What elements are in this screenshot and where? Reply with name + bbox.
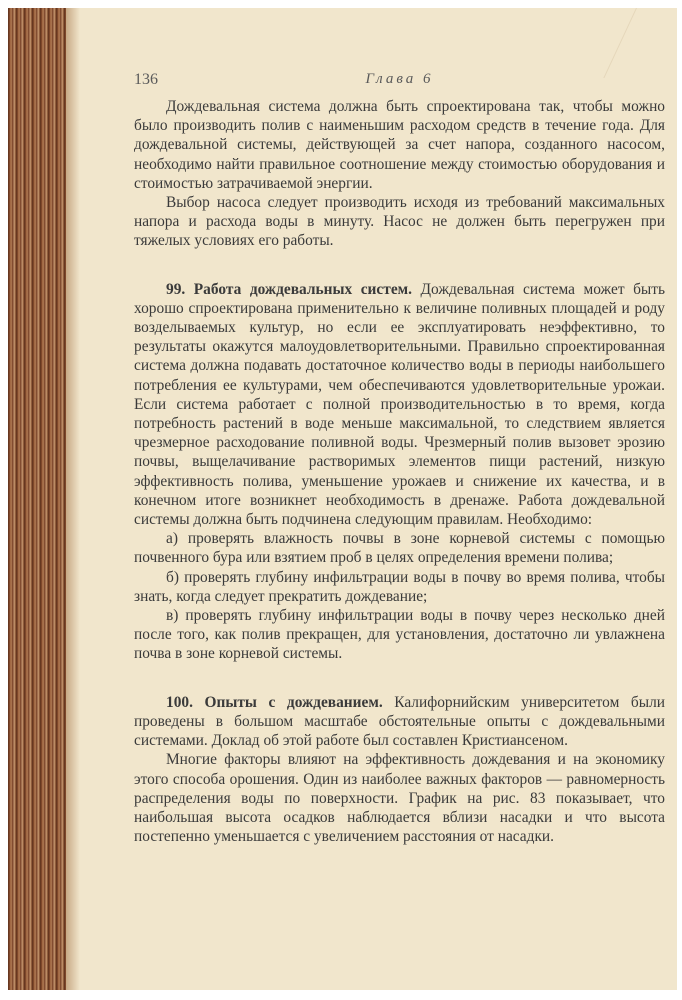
page-edge-stack xyxy=(8,8,66,990)
section-99 xyxy=(134,280,665,530)
section-99-text: Дождевальная система может быть хорошо спроектирована применительно к величине поливных площадей и роду возделываемых культур, но если ее эксплуатировать неэффективно, то результаты окажутся малоудовлетворительными. Правильно спроектированная система должна подавать достаточное количество воды в периоды наибольшего потребления ее культурами, чем обеспечиваются удовлетворительные урожаи. Если система работает с полной производительностью в то время, когда потребность растений в воде меньше максимальной, то следствием является чрезмерное расходование поливной воды. Чрезмерный полив вызовет эрозию почвы, выщелачивание растворимых элементов пищи растений, низкую эффективность полива, уменьшение урожаев и снижение их качества, и в конечном итоге возникнет необходимость в дренаже. Работа дождевальной системы должна быть подчинена следующим правилам. Необходимо: xyxy=(134,280,665,529)
page-content xyxy=(134,70,665,846)
page-number: 136 xyxy=(134,71,158,88)
list-item-b: б) проверять глубину инфильтрации воды в почву во время полива, чтобы знать, когда следует прекратить дождевание; xyxy=(134,568,665,605)
paragraph-pump-choice: Выбор насоса следует производить исходя из требований максимальных напора и расхода воды в минуту. Насос не должен быть перегружен при тяжелых условиях его работы. xyxy=(134,194,665,250)
section-100-text: Калифорнийским университетом были проведены в большом масштабе обстоятельные опыты с дождевальными системами. Доклад об этой работе был составлен Кристиансеном. xyxy=(134,693,665,750)
book-page xyxy=(8,8,677,990)
section-100-heading: 100. Опыты с дождеванием. xyxy=(166,693,383,711)
page-header xyxy=(134,70,665,92)
list-item-c: в) проверять глубину инфильтрации воды в почву через несколько дней после того, как полив прекращен, для установления, достаточно ли увлажнена почва в зоне корневой системы. xyxy=(134,607,665,663)
corner-fold-mark xyxy=(603,8,677,78)
section-100 xyxy=(134,693,665,751)
list-item-a: а) проверять влажность почвы в зоне корневой системы с помощью почвенного бура или взятием проб в целях определения времени полива; xyxy=(134,530,665,567)
paragraph-system-design: Дождевальная система должна быть спроектирована так, чтобы можно было производить полив с наименьшим расходом средств в течение года. Для дождевальной системы, действующей за счет напора, созданного насосом, необходимо найти правильное соотношение между стоимостью оборудования и стоимостью затрачиваемой энергии. xyxy=(134,98,665,192)
section-99-heading: 99. Работа дождевальных систем. xyxy=(166,280,412,298)
section-spacer xyxy=(134,251,665,280)
paragraph-factors: Многие факторы влияют на эффективность дождевания и на экономику этого способа орошения. Один из наиболее важных факторов — равномерность распределения воды по поверхности. График на рис. 83 показывает, что наибольшая высота осадков наблюдается вблизи насадки и что высота постепенно уменьшается с увеличением расстояния от насадки. xyxy=(134,751,665,846)
running-head: Глава 6 xyxy=(365,71,434,87)
section-spacer xyxy=(134,664,665,693)
page-edge-shadow xyxy=(66,8,80,990)
